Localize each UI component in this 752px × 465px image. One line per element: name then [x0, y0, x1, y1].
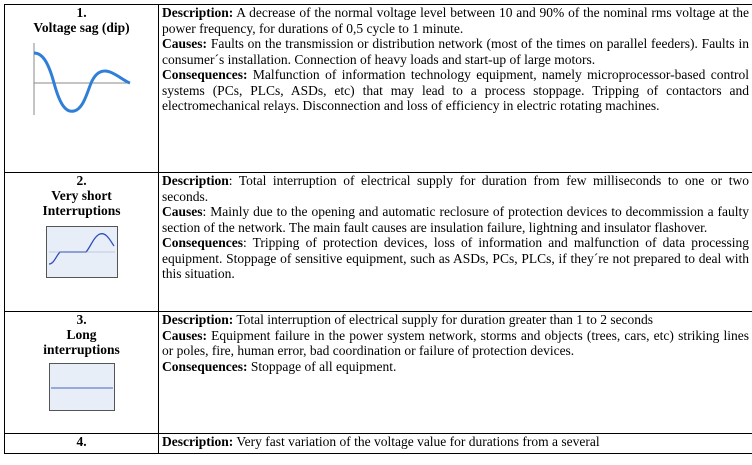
- row-label-cell: [5, 434, 159, 454]
- interruption-waveform-icon: [46, 226, 118, 278]
- row-label-cell: [5, 312, 159, 434]
- description-label: Description:: [162, 312, 234, 327]
- table-row: [5, 312, 752, 434]
- row-number: 2.: [76, 173, 87, 188]
- row-title: Interruptions: [42, 203, 121, 218]
- row-title: Voltage sag (dip): [33, 20, 130, 35]
- causes-label: Causes: [162, 204, 203, 219]
- voltage-sag-waveform-icon: [32, 39, 132, 117]
- description-label: Description: [162, 173, 229, 188]
- description-label: Description:: [162, 5, 234, 20]
- row-label-cell: [5, 173, 159, 312]
- causes-text: : Mainly due to the opening and automatic reclosure of protection devices to decommission a faulty section of the network. The main fault causes are insulation failure, lightning and insulator flashover.: [162, 204, 749, 235]
- row-title: Long: [66, 327, 97, 342]
- consequences-label: Consequences: [162, 235, 244, 250]
- consequences-text: Stoppage of all equipment.: [247, 358, 397, 374]
- row-detail-cell: [159, 312, 752, 434]
- table-row: [5, 173, 752, 312]
- row-number: 1.: [76, 5, 87, 20]
- consequences-label: Consequences:: [162, 67, 248, 82]
- consequences-text: : Tripping of protection devices, loss of information and malfunction of data processing equipment. Stoppage of sensitive equipment, such as ASDs, PCs, PLCs, if they´re not prepared to deal with this situation.: [162, 235, 749, 281]
- power-quality-table: [4, 4, 752, 454]
- causes-label: Causes:: [162, 36, 208, 51]
- row-title: Very short: [51, 188, 112, 203]
- description-text: Very fast variation of the voltage value for durations from a several: [233, 434, 600, 449]
- row-title: interruptions: [43, 342, 120, 357]
- row-detail-cell: [159, 5, 752, 173]
- table-row: [5, 434, 752, 454]
- row-number: 3.: [76, 312, 87, 327]
- causes-text: Equipment failure in the power system network, storms and objects (trees, cars, etc) striking lines or poles, fire, human error, bad coordination or failure of protection devices.: [162, 327, 749, 358]
- description-label: Description:: [162, 434, 234, 449]
- row-number: 4.: [76, 434, 87, 449]
- row-detail-cell: [159, 434, 752, 454]
- table-row: [5, 5, 752, 173]
- causes-label: Causes:: [162, 327, 208, 343]
- description-text: A decrease of the normal voltage level between 10 and 90% of the nominal rms voltage at the power frequency, for durations of 0,5 cycle to 1 minute.: [162, 5, 749, 36]
- row-detail-cell: [159, 173, 752, 312]
- causes-text: Faults on the transmission or distribution network (most of the times on parallel feeders). Faults in consumer´s installation. Connection of heavy loads and start-up of large motors.: [162, 36, 749, 67]
- description-text: : Total interruption of electrical supply for duration from few milliseconds to one or two seconds.: [162, 173, 749, 204]
- row-label-cell: [5, 5, 159, 173]
- consequences-text: Malfunction of information technology equipment, namely microprocessor-based control systems (PCs, PLCs, ASDs, etc) that may lead to a process stoppage. Tripping of contactors and electromechanical relays. Disconnection and loss of efficiency in electric rotating machines.: [162, 67, 749, 113]
- long-interruption-waveform-icon: [49, 363, 115, 411]
- description-text: Total interruption of electrical supply for duration greater than 1 to 2 seconds: [233, 312, 654, 327]
- consequences-label: Consequences:: [162, 358, 248, 374]
